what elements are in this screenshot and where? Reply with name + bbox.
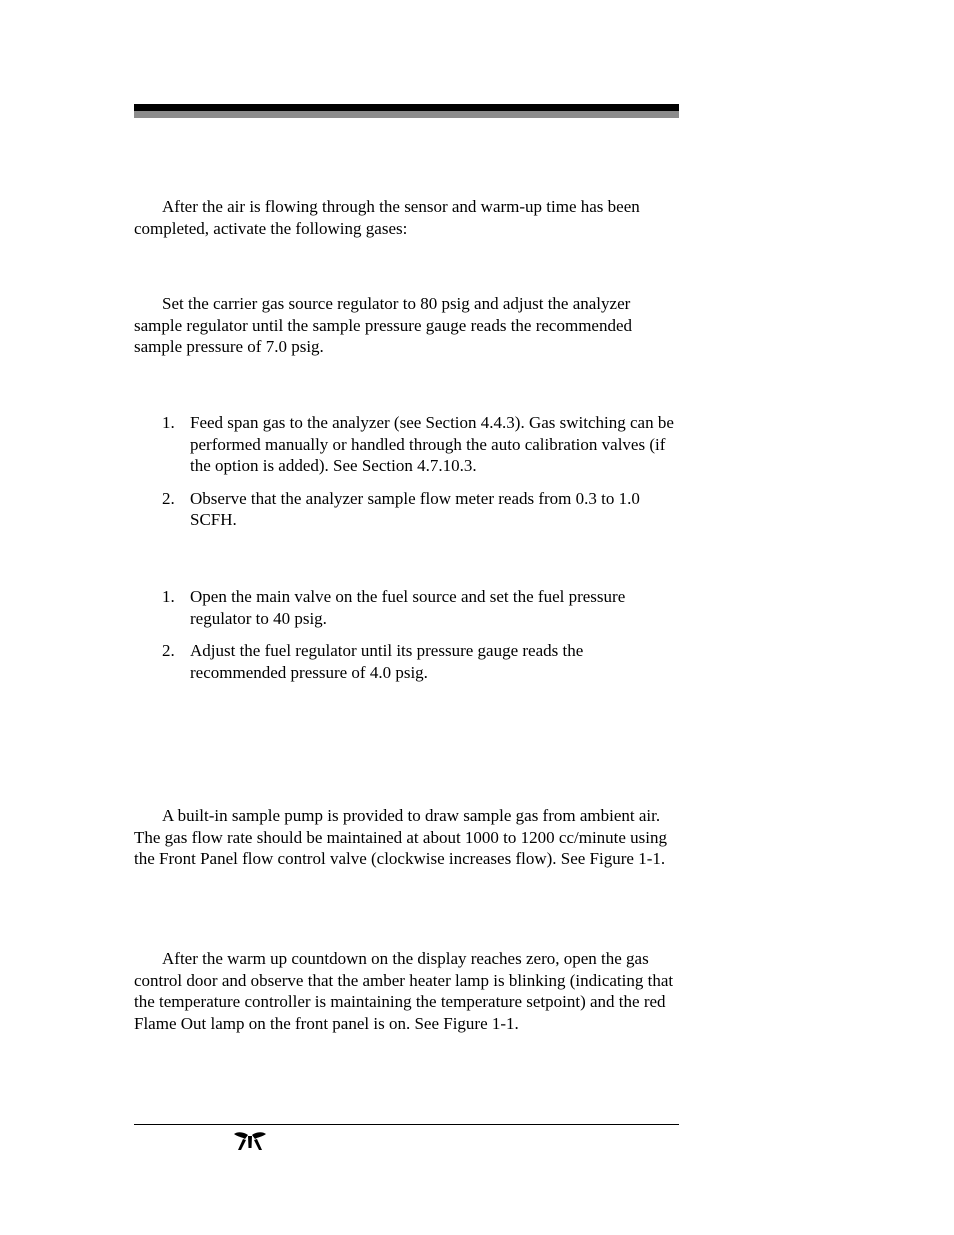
paragraph-warmup-countdown: After the warm up countdown on the display reaches zero, open the gas control door and observe that the amber heater lamp is blinking (indicating that the temperature controller is maintaining the temperature setpoint) and the red Flame Out lamp on the front panel is on. See Figure 1-1. <box>134 949 674 1033</box>
teledyne-logo-icon <box>232 1130 268 1152</box>
list-item <box>162 586 682 629</box>
list-item-number: 1. <box>162 587 175 606</box>
list-item <box>162 488 682 531</box>
list-item-text: Open the main valve on the fuel source and set the fuel pressure regulator to 40 psig. <box>190 587 626 628</box>
list-item-number: 2. <box>162 641 175 661</box>
paragraph-sample-pump: A built-in sample pump is provided to draw sample gas from ambient air. The gas flow rate should be maintained at about 1000 to 1200 cc/minute using the Front Panel flow control valve (clockwise increases flow). See Figure 1-1. <box>134 806 668 869</box>
list-item-text: Observe that the analyzer sample flow meter reads from 0.3 to 1.0 SCFH. <box>190 488 640 530</box>
list-item <box>162 412 682 477</box>
span-gas-steps <box>162 412 682 542</box>
header-rule <box>134 104 679 111</box>
list-item <box>162 640 682 683</box>
footer-rule <box>134 1124 679 1125</box>
list-item-text: Feed span gas to the analyzer (see Section 4.4.3). Gas switching can be performed manually or handled through the auto calibration valves (if the option is added). See Section 4.7.10.3. <box>190 413 674 476</box>
paragraph-warmup: After the air is flowing through the sensor and warm-up time has been completed, activate the following gases: <box>134 197 640 238</box>
list-item-number: 1. <box>162 413 175 432</box>
header-rule-shadow <box>134 111 679 118</box>
list-item-number: 2. <box>162 488 175 508</box>
list-item-text: Adjust the fuel regulator until its pressure gauge reads the recommended pressure of 4.0 psig. <box>190 641 584 682</box>
paragraph-carrier-gas: Set the carrier gas source regulator to 80 psig and adjust the analyzer sample regulator until the sample pressure gauge reads the recommended sample pressure of 7.0 psig. <box>134 294 633 357</box>
fuel-gas-steps <box>162 586 682 694</box>
